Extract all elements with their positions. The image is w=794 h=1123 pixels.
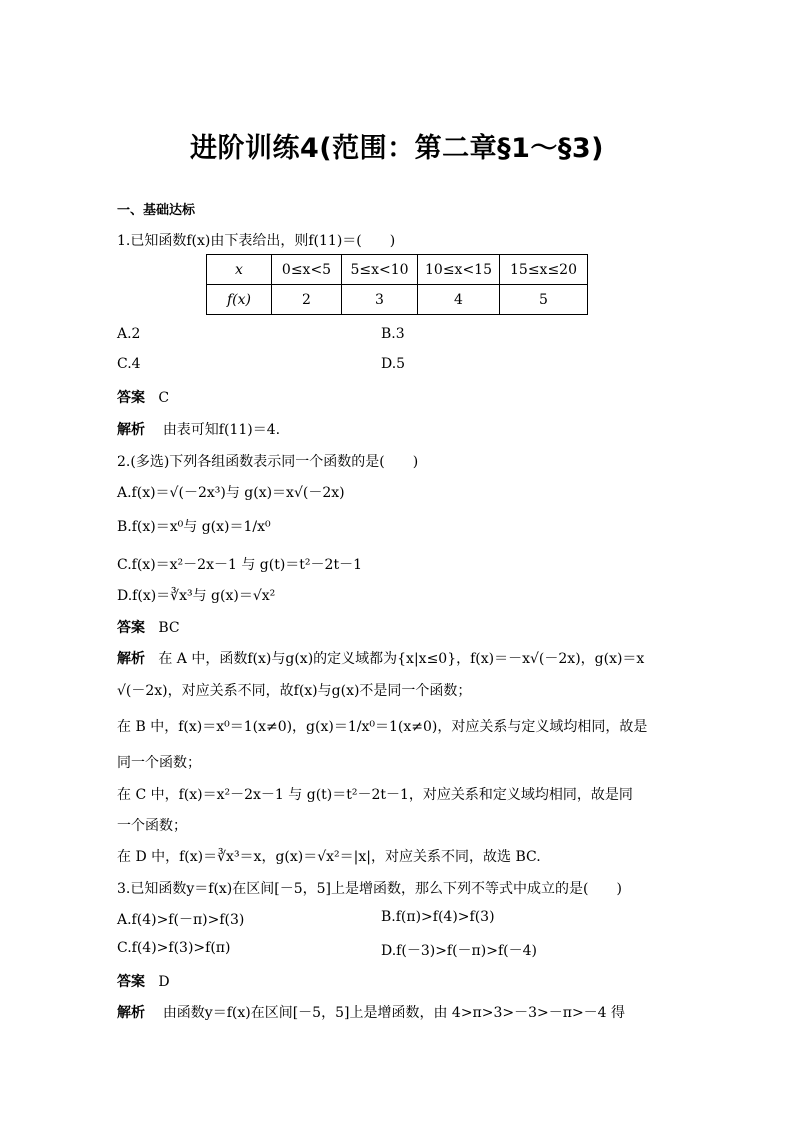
table-cell: x [207, 255, 272, 285]
q1-option-c: C.4 [117, 356, 141, 372]
q1-answer [117, 387, 169, 407]
table-row [207, 285, 588, 315]
analysis-label: 解析 [117, 1005, 145, 1021]
q1-stem: 1.已知函数f(x)由下表给出，则f(11)＝( ) [117, 233, 396, 249]
answer-value: D [158, 974, 170, 990]
q2-analysis-c-line1: 在 C 中，f(x)＝x²－2x－1 与 g(t)＝t²－2t－1，对应关系和定义域均相同，故是同 [117, 787, 633, 803]
q1-option-d: D.5 [381, 356, 406, 372]
q2-analysis-a-line1 [117, 648, 644, 668]
table-cell: 10≤x<15 [418, 255, 500, 285]
q3-analysis [117, 1002, 625, 1022]
section-heading: 一、基础达标 [117, 203, 196, 218]
table-cell: 15≤x≤20 [500, 255, 588, 285]
q3-option-c: C.f(4)>f(3)>f(π) [117, 940, 231, 956]
answer-value: C [158, 390, 170, 406]
table-cell: 4 [418, 285, 500, 315]
q2-analysis-d: 在 D 中，f(x)＝∛x³＝x，g(x)＝√x²＝|x|，对应关系不同，故选 BC. [117, 849, 541, 865]
q2-option-d: D.f(x)＝∛x³与 g(x)＝√x² [117, 588, 276, 604]
q2-answer [117, 617, 180, 637]
q2-option-a: A.f(x)＝√(－2x³)与 g(x)＝x√(－2x) [117, 485, 345, 501]
analysis-label: 解析 [117, 422, 145, 438]
q3-option-d: D.f(－3)>f(－π)>f(－4) [381, 943, 537, 959]
function-table [206, 254, 588, 315]
table-row [207, 255, 588, 285]
q3-stem: 3.已知函数y＝f(x)在区间[－5，5]上是增函数，那么下列不等式中成立的是( ) [117, 881, 622, 897]
q2-analysis-c-line2: 一个函数； [117, 818, 187, 834]
q3-option-b: B.f(π)>f(4)>f(3) [381, 909, 495, 925]
q2-option-b: B.f(x)＝x⁰与 g(x)＝1/x⁰ [117, 519, 271, 535]
analysis-text: 在 A 中，函数f(x)与g(x)的定义域都为{x|x≤0}，f(x)＝－x√(－2x)，g(x)＝x [158, 651, 645, 667]
table-cell: 2 [272, 285, 342, 315]
page-title: 进阶训练4(范围：第二章§1～§3) [189, 133, 605, 164]
analysis-text: 由表可知f(11)＝4. [162, 422, 281, 438]
table-cell: 5≤x<10 [342, 255, 418, 285]
table-cell: f(x) [207, 285, 272, 315]
answer-label: 答案 [117, 390, 145, 406]
answer-label: 答案 [117, 974, 145, 990]
analysis-label: 解析 [117, 651, 145, 667]
table-cell: 0≤x<5 [272, 255, 342, 285]
q2-option-c: C.f(x)＝x²－2x－1 与 g(t)＝t²－2t－1 [117, 557, 362, 573]
table-cell: 3 [342, 285, 418, 315]
answer-value: BC [158, 620, 180, 636]
q1-option-a: A.2 [117, 326, 141, 342]
q3-option-a: A.f(4)>f(－π)>f(3) [117, 912, 245, 928]
q2-analysis-a-line2: √(－2x)，对应关系不同，故f(x)与g(x)不是同一个函数； [117, 683, 472, 699]
q2-analysis-b-line1: 在 B 中，f(x)＝x⁰＝1(x≠0)，g(x)＝1/x⁰＝1(x≠0)，对应关系与定义域均相同，故是 [117, 719, 648, 735]
q2-analysis-b-line2: 同一个函数； [117, 755, 201, 771]
q1-option-b: B.3 [381, 326, 405, 342]
answer-label: 答案 [117, 620, 145, 636]
table-cell: 5 [500, 285, 588, 315]
q2-stem: 2.(多选)下列各组函数表示同一个函数的是( ) [117, 454, 419, 470]
q3-answer [117, 971, 170, 991]
analysis-text: 由函数y＝f(x)在区间[－5，5]上是增函数，由 4>π>3>－3>－π>－4 得 [162, 1005, 626, 1021]
q1-analysis [117, 419, 280, 439]
